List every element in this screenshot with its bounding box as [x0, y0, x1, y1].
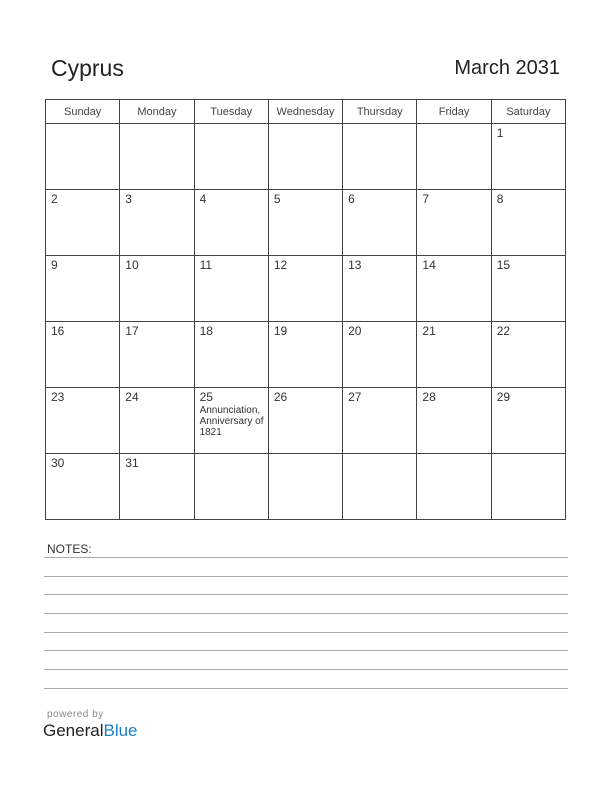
day-cell[interactable]	[417, 124, 491, 190]
brand-general: General	[43, 721, 104, 740]
day-cell[interactable]	[268, 190, 342, 256]
day-number: 12	[273, 258, 288, 272]
weekday-header: Friday	[417, 100, 491, 124]
day-cell[interactable]	[194, 190, 268, 256]
weekday-header: Sunday	[46, 100, 120, 124]
day-cell[interactable]	[46, 454, 120, 520]
day-cell[interactable]	[194, 124, 268, 190]
day-cell[interactable]	[343, 124, 417, 190]
day-cell[interactable]	[343, 388, 417, 454]
day-cell[interactable]	[46, 388, 120, 454]
day-number: 13	[348, 258, 362, 272]
calendar-body	[46, 124, 566, 520]
day-number: 8	[496, 192, 504, 206]
day-number: 16	[51, 324, 65, 338]
weekday-header: Saturday	[491, 100, 565, 124]
note-line	[44, 632, 568, 633]
calendar-month-title: March 2031	[454, 57, 560, 79]
day-number: 1	[496, 126, 504, 140]
holiday-label: Annunciation, Anniversary of 1821	[199, 405, 264, 438]
note-line	[44, 557, 568, 558]
day-number: 24	[125, 390, 139, 404]
weekday-header-row	[46, 100, 566, 124]
day-number: 23	[51, 390, 65, 404]
day-number: 17	[125, 324, 139, 338]
day-cell[interactable]	[491, 388, 565, 454]
day-cell[interactable]	[417, 322, 491, 388]
day-cell[interactable]	[417, 454, 491, 520]
day-cell[interactable]	[120, 454, 194, 520]
day-cell[interactable]	[194, 454, 268, 520]
day-cell[interactable]	[120, 388, 194, 454]
day-cell[interactable]	[268, 322, 342, 388]
day-cell[interactable]	[194, 322, 268, 388]
notes-label: NOTES:	[47, 542, 92, 556]
week-row	[46, 256, 566, 322]
day-number: 7	[422, 192, 430, 206]
day-number: 3	[125, 192, 132, 206]
calendar-grid	[45, 99, 566, 520]
day-cell[interactable]	[194, 256, 268, 322]
day-number: 19	[273, 324, 288, 338]
day-cell[interactable]	[46, 256, 120, 322]
note-line	[44, 650, 568, 651]
day-number: 21	[422, 324, 436, 338]
brand-logo[interactable]	[43, 721, 138, 741]
day-number: 26	[273, 390, 288, 404]
day-number: 14	[422, 258, 436, 272]
day-cell[interactable]	[417, 388, 491, 454]
weekday-header: Wednesday	[268, 100, 342, 124]
day-number: 18	[199, 324, 213, 338]
day-cell[interactable]	[120, 256, 194, 322]
day-number: 30	[51, 456, 65, 470]
note-line	[44, 669, 568, 670]
day-cell[interactable]	[268, 256, 342, 322]
calendar-country-title: Cyprus	[51, 55, 124, 81]
day-cell[interactable]	[46, 124, 120, 190]
day-cell[interactable]	[120, 124, 194, 190]
day-number: 2	[51, 192, 58, 206]
day-number: 29	[496, 390, 511, 404]
powered-by-text: powered by	[47, 709, 104, 720]
day-cell[interactable]	[491, 124, 565, 190]
day-number: 9	[51, 258, 58, 272]
week-row	[46, 124, 566, 190]
day-cell[interactable]	[268, 124, 342, 190]
day-cell[interactable]	[491, 190, 565, 256]
day-number: 4	[199, 192, 207, 206]
day-cell[interactable]	[491, 322, 565, 388]
day-cell[interactable]	[268, 388, 342, 454]
day-cell[interactable]	[417, 190, 491, 256]
week-row	[46, 322, 566, 388]
day-number: 25	[199, 390, 213, 404]
day-number: 22	[496, 324, 511, 338]
day-cell[interactable]	[120, 322, 194, 388]
week-row	[46, 190, 566, 256]
note-line	[44, 594, 568, 595]
day-cell[interactable]	[120, 190, 194, 256]
week-row	[46, 454, 566, 520]
day-number: 28	[422, 390, 436, 404]
note-line	[44, 613, 568, 614]
weekday-header: Monday	[120, 100, 194, 124]
brand-blue: Blue	[103, 721, 138, 740]
day-number: 5	[273, 192, 281, 206]
day-number: 11	[199, 258, 213, 272]
weekday-header: Thursday	[343, 100, 417, 124]
day-cell[interactable]	[491, 454, 565, 520]
day-cell[interactable]	[343, 256, 417, 322]
day-cell[interactable]	[343, 322, 417, 388]
day-cell[interactable]	[194, 388, 268, 454]
day-number: 31	[125, 456, 139, 470]
day-cell[interactable]	[268, 454, 342, 520]
day-number: 6	[348, 192, 355, 206]
weekday-header: Tuesday	[194, 100, 268, 124]
day-number: 15	[496, 258, 511, 272]
day-cell[interactable]	[343, 190, 417, 256]
day-number: 10	[125, 258, 139, 272]
week-row	[46, 388, 566, 454]
day-cell[interactable]	[343, 454, 417, 520]
day-number: 20	[348, 324, 362, 338]
day-cell[interactable]	[46, 190, 120, 256]
day-cell[interactable]	[417, 256, 491, 322]
note-line	[44, 688, 568, 689]
day-cell[interactable]	[46, 322, 120, 388]
note-line	[44, 576, 568, 577]
day-cell[interactable]	[491, 256, 565, 322]
day-number: 27	[348, 390, 362, 404]
